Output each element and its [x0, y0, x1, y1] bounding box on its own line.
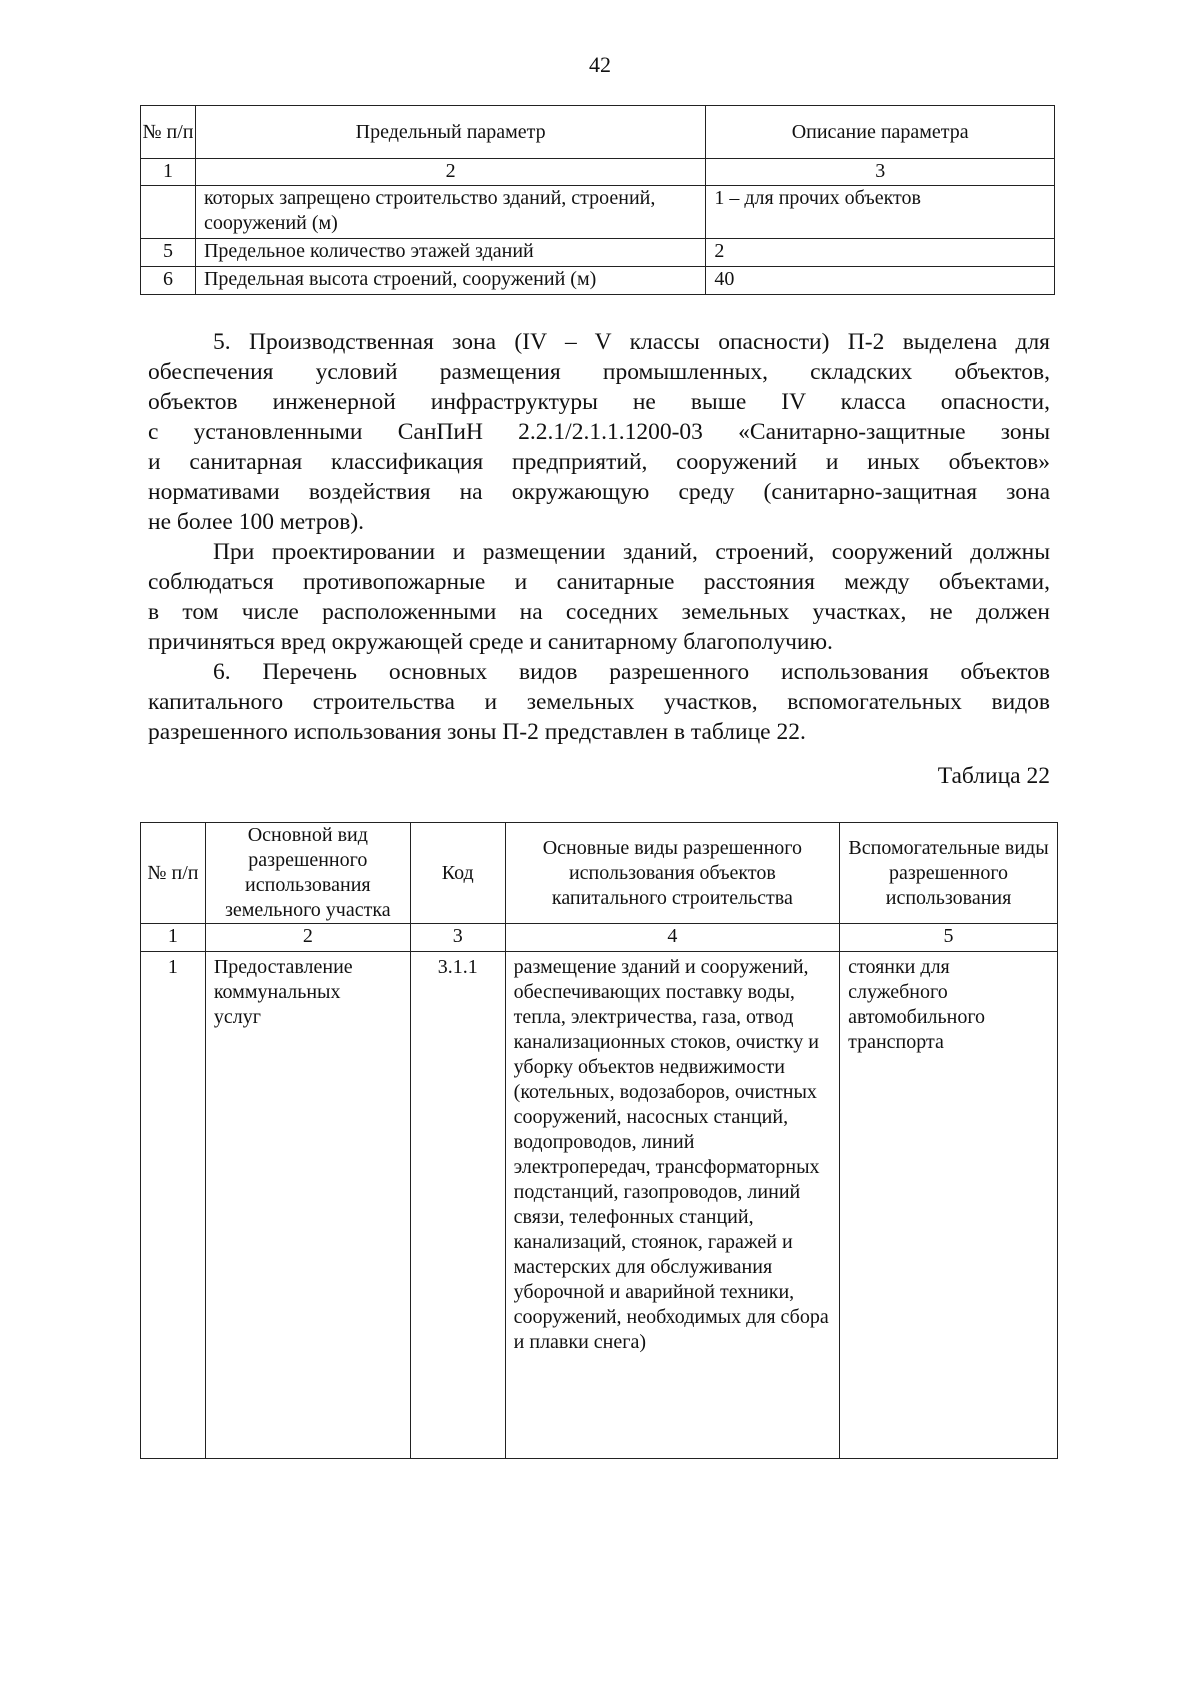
paragraph-line: и санитарная классификация предприятий, сооружений и иных объектов»: [148, 449, 1050, 475]
row-main-use: Предоставление коммунальных услуг: [205, 952, 410, 1459]
paragraph-line: с установленными СанПиН 2.2.1/2.1.1.1200-03 «Санитарно-защитные зоны: [148, 419, 1050, 445]
paragraph-line: не более 100 метров).: [148, 509, 365, 535]
col-number: 1: [141, 924, 206, 952]
row-num: 5: [141, 239, 196, 267]
table-header-row: [141, 106, 1055, 159]
row-aux-use: стоянки для служебного автомобильного транспорта: [840, 952, 1058, 1459]
row-desc: 2: [706, 239, 1055, 267]
col-number: 2: [195, 159, 705, 186]
row-desc: 1 – для прочих объектов: [706, 186, 1055, 239]
col-number: 1: [141, 159, 196, 186]
table-row: [141, 267, 1055, 295]
header-num: № п/п: [141, 106, 196, 159]
page-number: 42: [589, 52, 611, 77]
paragraph-line: разрешенного использования зоны П-2 представлен в таблице 22.: [148, 719, 806, 745]
header-num: № п/п: [141, 823, 206, 924]
header-main-use: Основной вид разрешенного использования земельного участка: [205, 823, 410, 924]
header-capital-use: Основные виды разрешенного использования объектов капитального строительства: [505, 823, 839, 924]
column-number-row: [141, 159, 1055, 186]
col-number: 5: [840, 924, 1058, 952]
row-num: 1: [141, 952, 206, 1459]
row-code: 3.1.1: [410, 952, 505, 1459]
paragraph-line: соблюдаться противопожарные и санитарные расстояния между объектами,: [148, 569, 1050, 595]
row-num: 6: [141, 267, 196, 295]
permitted-use-table: [140, 822, 1058, 1459]
paragraph-line: объектов инженерной инфраструктуры не выше IV класса опасности,: [148, 389, 1050, 415]
header-aux-use: Вспомогательные виды разрешенного использования: [840, 823, 1058, 924]
header-desc: Описание параметра: [706, 106, 1055, 159]
table-row: [141, 239, 1055, 267]
row-param: Предельная высота строений, сооружений (м): [195, 267, 705, 295]
paragraph-line: в том числе расположенными на соседних земельных участках, не должен: [148, 599, 1050, 625]
header-code: Код: [410, 823, 505, 924]
paragraph-line: нормативами воздействия на окружающую среду (санитарно-защитная зона: [148, 479, 1050, 505]
row-param: которых запрещено строительство зданий, строений, сооружений (м): [195, 186, 705, 239]
paragraph-line: причиняться вред окружающей среде и санитарному благополучию.: [148, 629, 833, 655]
header-param: Предельный параметр: [195, 106, 705, 159]
paragraph-line: 5. Производственная зона (IV – V классы опасности) П-2 выделена для: [213, 329, 1050, 355]
col-number: 2: [205, 924, 410, 952]
paragraph-line: обеспечения условий размещения промышленных, складских объектов,: [148, 359, 1050, 385]
row-capital-use: размещение зданий и сооружений, обеспечивающих поставку воды, тепла, электричества, газа, отвод канализационных стоков, очистку и уборку объектов недвижимости (котельных, водозаборов, очистных сооружений, насосных станций, водопроводов, линий электропередач, трансформаторных подстанций, газопроводов, линий связи, телефонных станций, канализаций, стоянок, гаражей и мастерских для обслуживания уборочной и аварийной техники, сооружений, необходимых для сбора и плавки снега): [505, 952, 839, 1459]
paragraph-zone-description: [148, 327, 1050, 537]
row-param: Предельное количество этажей зданий: [195, 239, 705, 267]
row-num: [141, 186, 196, 239]
paragraph-line: капитального строительства и земельных участков, вспомогательных видов: [148, 689, 1050, 715]
paragraph-design-requirements: [148, 537, 1050, 657]
paragraph-line: При проектировании и размещении зданий, строений, сооружений должны: [213, 539, 1050, 565]
row-desc: 40: [706, 267, 1055, 295]
paragraph-line: 6. Перечень основных видов разрешенного использования объектов: [213, 659, 1050, 685]
paragraph-table-reference: [148, 657, 1050, 747]
col-number: 4: [505, 924, 839, 952]
col-number: 3: [410, 924, 505, 952]
table-row: [141, 186, 1055, 239]
table-caption: Таблица 22: [937, 763, 1050, 789]
column-number-row: [141, 924, 1058, 952]
table-header-row: [141, 823, 1058, 924]
table-row: [141, 952, 1058, 1459]
col-number: 3: [706, 159, 1055, 186]
limit-parameters-table: [140, 105, 1055, 295]
